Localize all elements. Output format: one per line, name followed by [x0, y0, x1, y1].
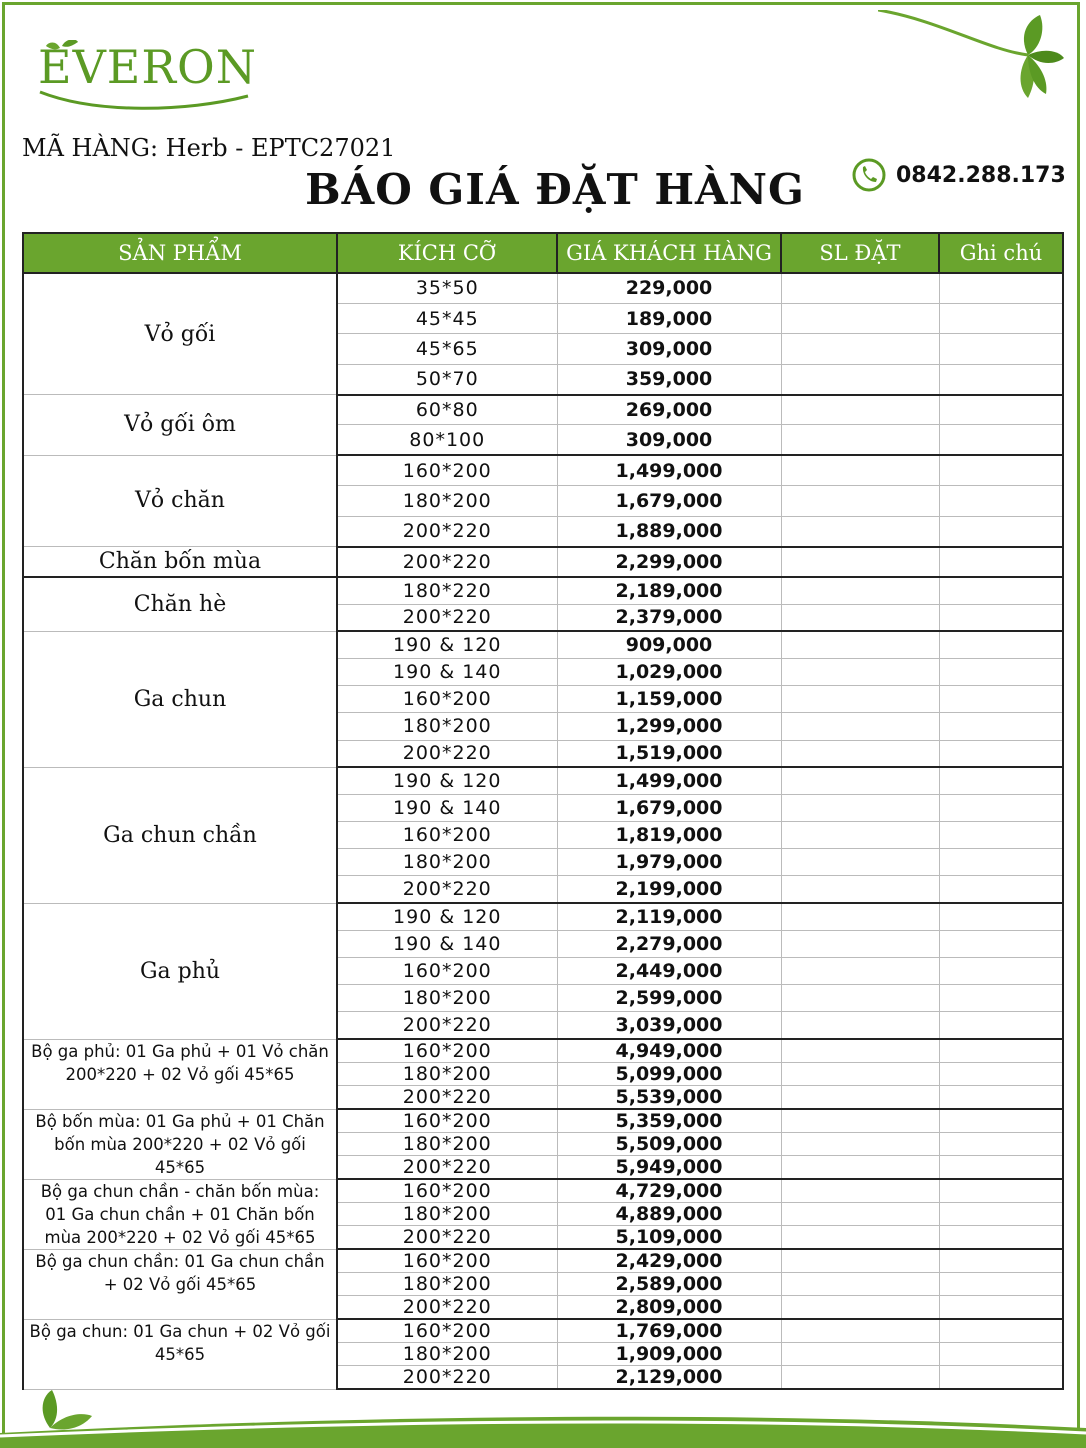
- table-row: [23, 631, 1063, 658]
- page-title: BÁO GIÁ ĐẶT HÀNG: [305, 165, 805, 214]
- size-cell: 200*220: [337, 547, 557, 577]
- size-cell: 160*200: [337, 686, 557, 713]
- price-cell: 1,159,000: [557, 686, 781, 713]
- product-name: Ga phủ: [23, 903, 337, 1039]
- quantity-cell[interactable]: [781, 1063, 939, 1086]
- size-cell: 160*200: [337, 958, 557, 985]
- quantity-cell[interactable]: [781, 903, 939, 930]
- price-table: [22, 232, 1064, 1390]
- quantity-cell[interactable]: [781, 1203, 939, 1226]
- note-cell[interactable]: [939, 1203, 1063, 1226]
- price-cell: 1,819,000: [557, 822, 781, 849]
- note-cell[interactable]: [939, 1086, 1063, 1110]
- table-header-row: [23, 233, 1063, 273]
- quantity-cell[interactable]: [781, 1039, 939, 1063]
- product-name: Vỏ gối: [23, 273, 337, 395]
- note-cell[interactable]: [939, 1039, 1063, 1063]
- price-cell: 1,909,000: [557, 1343, 781, 1366]
- note-cell[interactable]: [939, 740, 1063, 767]
- size-cell: 190 & 120: [337, 903, 557, 930]
- price-cell: 1,679,000: [557, 794, 781, 821]
- price-cell: 909,000: [557, 631, 781, 658]
- table-row: [23, 577, 1063, 604]
- price-cell: 5,099,000: [557, 1063, 781, 1086]
- note-cell[interactable]: [939, 849, 1063, 876]
- size-cell: 160*200: [337, 1249, 557, 1273]
- quantity-cell[interactable]: [781, 604, 939, 631]
- price-cell: 359,000: [557, 364, 781, 394]
- note-cell[interactable]: [939, 1179, 1063, 1203]
- table-row: [23, 903, 1063, 930]
- note-cell[interactable]: [939, 1319, 1063, 1343]
- quantity-cell[interactable]: [781, 1343, 939, 1366]
- quantity-cell[interactable]: [781, 1156, 939, 1180]
- note-cell[interactable]: [939, 903, 1063, 930]
- quantity-cell[interactable]: [781, 425, 939, 455]
- size-cell: 190 & 140: [337, 658, 557, 685]
- note-cell[interactable]: [939, 1273, 1063, 1296]
- note-cell[interactable]: [939, 631, 1063, 658]
- size-cell: 200*220: [337, 876, 557, 903]
- size-cell: 50*70: [337, 364, 557, 394]
- quantity-cell[interactable]: [781, 516, 939, 546]
- product-name: Bộ bốn mùa: 01 Ga phủ + 01 Chăn bốn mùa 200*220 + 02 Vỏ gối 45*65: [23, 1109, 337, 1179]
- size-cell: 160*200: [337, 1039, 557, 1063]
- quantity-cell[interactable]: [781, 1226, 939, 1250]
- note-cell[interactable]: [939, 658, 1063, 685]
- size-cell: 180*200: [337, 1273, 557, 1296]
- header-size: KÍCH CỠ: [337, 233, 557, 273]
- note-cell[interactable]: [939, 686, 1063, 713]
- price-cell: 2,119,000: [557, 903, 781, 930]
- note-cell[interactable]: [939, 303, 1063, 333]
- price-cell: 229,000: [557, 273, 781, 303]
- table-row: [23, 455, 1063, 485]
- note-cell[interactable]: [939, 547, 1063, 577]
- header-price: GIÁ KHÁCH HÀNG: [557, 233, 781, 273]
- quantity-cell[interactable]: [781, 958, 939, 985]
- table-row: [23, 1249, 1063, 1273]
- size-cell: 45*65: [337, 334, 557, 364]
- header-product: SẢN PHẨM: [23, 233, 337, 273]
- size-cell: 190 & 140: [337, 794, 557, 821]
- quantity-cell[interactable]: [781, 273, 939, 303]
- price-cell: 1,299,000: [557, 713, 781, 740]
- note-cell[interactable]: [939, 425, 1063, 455]
- price-cell: 1,499,000: [557, 455, 781, 485]
- note-cell[interactable]: [939, 1249, 1063, 1273]
- product-name: Bộ ga phủ: 01 Ga phủ + 01 Vỏ chăn 200*220 + 02 Vỏ gối 45*65: [23, 1039, 337, 1109]
- note-cell[interactable]: [939, 364, 1063, 394]
- price-cell: 269,000: [557, 395, 781, 425]
- price-cell: 4,949,000: [557, 1039, 781, 1063]
- price-cell: 2,809,000: [557, 1296, 781, 1320]
- price-cell: 189,000: [557, 303, 781, 333]
- note-cell[interactable]: [939, 1133, 1063, 1156]
- price-cell: 1,519,000: [557, 740, 781, 767]
- price-cell: 2,379,000: [557, 604, 781, 631]
- note-cell[interactable]: [939, 876, 1063, 903]
- quantity-cell[interactable]: [781, 658, 939, 685]
- quantity-cell[interactable]: [781, 1319, 939, 1343]
- price-cell: 5,949,000: [557, 1156, 781, 1180]
- table-row: [23, 1319, 1063, 1343]
- size-cell: 180*200: [337, 1063, 557, 1086]
- quantity-cell[interactable]: [781, 1012, 939, 1039]
- quantity-cell[interactable]: [781, 486, 939, 516]
- table-row: [23, 1179, 1063, 1203]
- product-name: Bộ ga chun: 01 Ga chun + 02 Vỏ gối 45*65: [23, 1319, 337, 1389]
- table-row: [23, 767, 1063, 794]
- price-cell: 1,889,000: [557, 516, 781, 546]
- table-row: [23, 547, 1063, 577]
- size-cell: 200*220: [337, 1086, 557, 1110]
- size-cell: 180*200: [337, 849, 557, 876]
- note-cell[interactable]: [939, 604, 1063, 631]
- size-cell: 180*200: [337, 1343, 557, 1366]
- note-cell[interactable]: [939, 1109, 1063, 1133]
- quantity-cell[interactable]: [781, 822, 939, 849]
- table-row: [23, 273, 1063, 303]
- price-cell: 1,499,000: [557, 767, 781, 794]
- size-cell: 160*200: [337, 1109, 557, 1133]
- note-cell[interactable]: [939, 1156, 1063, 1180]
- quantity-cell[interactable]: [781, 364, 939, 394]
- note-cell[interactable]: [939, 1296, 1063, 1320]
- price-cell: 4,889,000: [557, 1203, 781, 1226]
- size-cell: 200*220: [337, 1366, 557, 1390]
- size-cell: 180*200: [337, 985, 557, 1012]
- note-cell[interactable]: [939, 486, 1063, 516]
- price-cell: 2,279,000: [557, 930, 781, 957]
- quantity-cell[interactable]: [781, 334, 939, 364]
- size-cell: 200*220: [337, 740, 557, 767]
- quantity-cell[interactable]: [781, 794, 939, 821]
- size-cell: 180*200: [337, 1133, 557, 1156]
- size-cell: 180*200: [337, 1203, 557, 1226]
- price-cell: 2,299,000: [557, 547, 781, 577]
- quantity-cell[interactable]: [781, 547, 939, 577]
- product-name: Bộ ga chun chần: 01 Ga chun chần + 02 Vỏ gối 45*65: [23, 1249, 337, 1319]
- price-cell: 2,589,000: [557, 1273, 781, 1296]
- quantity-cell[interactable]: [781, 985, 939, 1012]
- price-cell: 309,000: [557, 334, 781, 364]
- quantity-cell[interactable]: [781, 849, 939, 876]
- quantity-cell[interactable]: [781, 686, 939, 713]
- size-cell: 180*220: [337, 577, 557, 604]
- product-name: Bộ ga chun chần - chăn bốn mùa: 01 Ga chun chần + 01 Chăn bốn mùa 200*220 + 02 Vỏ gối 45*65: [23, 1179, 337, 1249]
- price-cell: 1,029,000: [557, 658, 781, 685]
- table-body: [23, 273, 1063, 1389]
- size-cell: 160*200: [337, 455, 557, 485]
- quantity-cell[interactable]: [781, 455, 939, 485]
- product-name: Chăn hè: [23, 577, 337, 631]
- quantity-cell[interactable]: [781, 1296, 939, 1320]
- price-cell: 3,039,000: [557, 1012, 781, 1039]
- product-name: Chăn bốn mùa: [23, 547, 337, 577]
- quantity-cell[interactable]: [781, 1249, 939, 1273]
- quantity-cell[interactable]: [781, 1086, 939, 1110]
- size-cell: 190 & 120: [337, 631, 557, 658]
- quantity-cell[interactable]: [781, 303, 939, 333]
- table-row: [23, 395, 1063, 425]
- header-note: Ghi chú: [939, 233, 1063, 273]
- note-cell[interactable]: [939, 767, 1063, 794]
- price-cell: 2,449,000: [557, 958, 781, 985]
- price-cell: 1,769,000: [557, 1319, 781, 1343]
- size-cell: 200*220: [337, 604, 557, 631]
- size-cell: 200*220: [337, 1012, 557, 1039]
- header-quantity: SL ĐẶT: [781, 233, 939, 273]
- note-cell[interactable]: [939, 577, 1063, 604]
- price-cell: 2,429,000: [557, 1249, 781, 1273]
- size-cell: 180*200: [337, 713, 557, 740]
- note-cell[interactable]: [939, 1012, 1063, 1039]
- product-name: Ga chun chần: [23, 767, 337, 903]
- brand-logo: EVERON: [38, 40, 257, 94]
- price-cell: 2,599,000: [557, 985, 781, 1012]
- note-cell[interactable]: [939, 822, 1063, 849]
- note-cell[interactable]: [939, 930, 1063, 957]
- note-cell[interactable]: [939, 1063, 1063, 1086]
- price-cell: 2,199,000: [557, 876, 781, 903]
- phone-number: 0842.288.173: [896, 162, 1066, 188]
- price-cell: 4,729,000: [557, 1179, 781, 1203]
- phone-icon: [852, 158, 886, 192]
- product-code: MÃ HÀNG: Herb - EPTC27021: [22, 134, 396, 162]
- price-cell: 1,679,000: [557, 486, 781, 516]
- quantity-cell[interactable]: [781, 1133, 939, 1156]
- size-cell: 60*80: [337, 395, 557, 425]
- size-cell: 200*220: [337, 1156, 557, 1180]
- quantity-cell[interactable]: [781, 767, 939, 794]
- quantity-cell[interactable]: [781, 930, 939, 957]
- product-name: Vỏ gối ôm: [23, 395, 337, 456]
- size-cell: 35*50: [337, 273, 557, 303]
- note-cell[interactable]: [939, 794, 1063, 821]
- price-cell: 5,539,000: [557, 1086, 781, 1110]
- product-name: Vỏ chăn: [23, 455, 337, 546]
- size-cell: 160*200: [337, 1179, 557, 1203]
- size-cell: 160*200: [337, 822, 557, 849]
- price-cell: 1,979,000: [557, 849, 781, 876]
- quantity-cell[interactable]: [781, 1109, 939, 1133]
- size-cell: 200*220: [337, 516, 557, 546]
- table-row: [23, 1109, 1063, 1133]
- quantity-cell[interactable]: [781, 577, 939, 604]
- size-cell: 190 & 140: [337, 930, 557, 957]
- note-cell[interactable]: [939, 516, 1063, 546]
- size-cell: 80*100: [337, 425, 557, 455]
- leaf-decoration-icon: [878, 10, 1068, 105]
- size-cell: 200*220: [337, 1226, 557, 1250]
- note-cell[interactable]: [939, 713, 1063, 740]
- note-cell[interactable]: [939, 455, 1063, 485]
- table-row: [23, 1039, 1063, 1063]
- size-cell: 45*45: [337, 303, 557, 333]
- note-cell[interactable]: [939, 334, 1063, 364]
- price-cell: 2,189,000: [557, 577, 781, 604]
- size-cell: 190 & 120: [337, 767, 557, 794]
- price-cell: 5,109,000: [557, 1226, 781, 1250]
- size-cell: 180*200: [337, 486, 557, 516]
- phone-contact: [852, 158, 1066, 192]
- quantity-cell[interactable]: [781, 740, 939, 767]
- size-cell: 160*200: [337, 1319, 557, 1343]
- note-cell[interactable]: [939, 273, 1063, 303]
- quantity-cell[interactable]: [781, 631, 939, 658]
- quantity-cell[interactable]: [781, 1273, 939, 1296]
- quantity-cell[interactable]: [781, 395, 939, 425]
- note-cell[interactable]: [939, 395, 1063, 425]
- note-cell[interactable]: [939, 958, 1063, 985]
- note-cell[interactable]: [939, 985, 1063, 1012]
- quantity-cell[interactable]: [781, 713, 939, 740]
- price-cell: 5,359,000: [557, 1109, 781, 1133]
- price-cell: 2,129,000: [557, 1366, 781, 1390]
- note-cell[interactable]: [939, 1226, 1063, 1250]
- bottom-leaf-wave-icon: [0, 1378, 1086, 1448]
- quantity-cell[interactable]: [781, 1179, 939, 1203]
- price-cell: 5,509,000: [557, 1133, 781, 1156]
- price-cell: 309,000: [557, 425, 781, 455]
- note-cell[interactable]: [939, 1343, 1063, 1366]
- product-name: Ga chun: [23, 631, 337, 767]
- quantity-cell[interactable]: [781, 876, 939, 903]
- size-cell: 200*220: [337, 1296, 557, 1320]
